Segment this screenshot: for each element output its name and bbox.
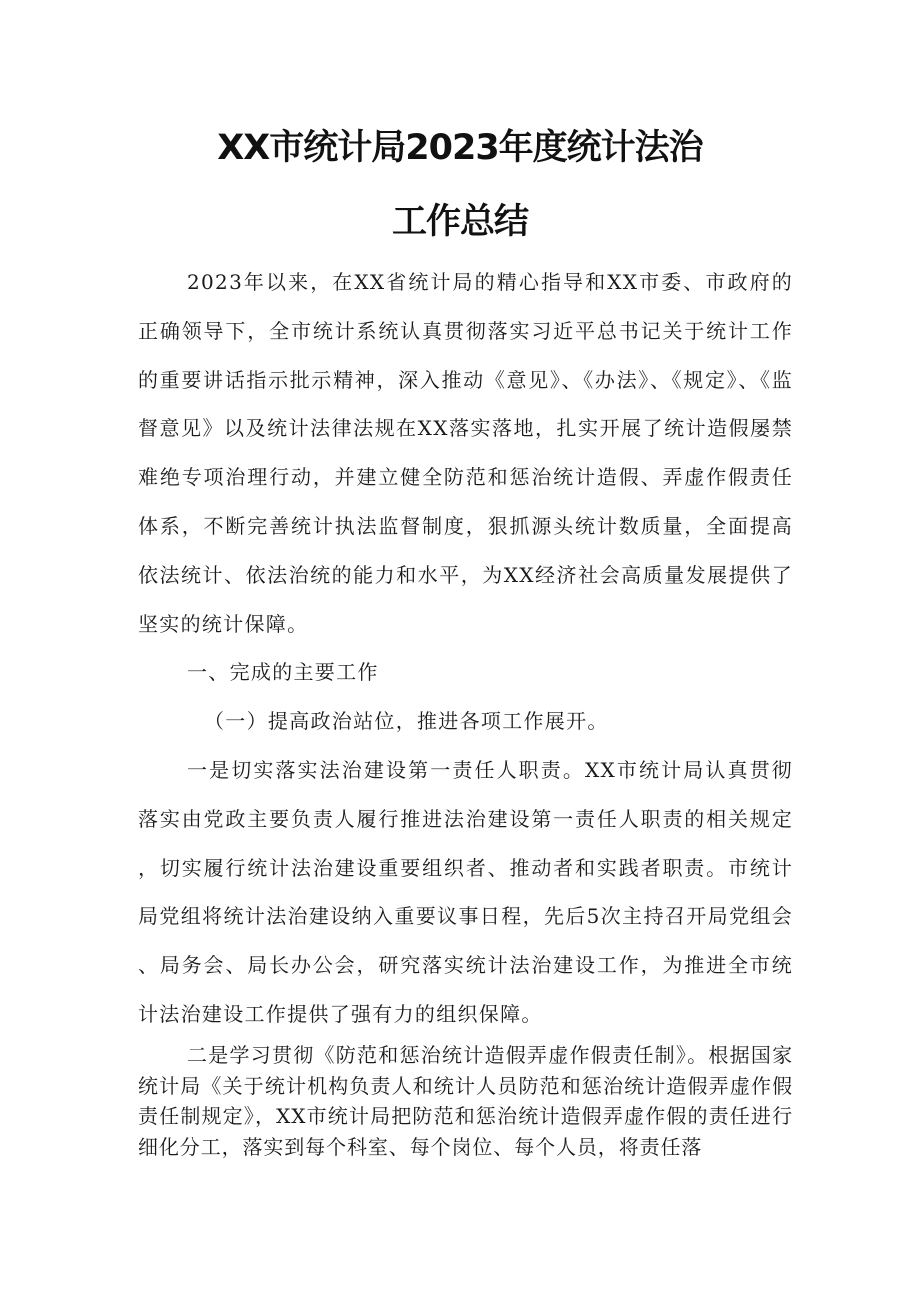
section-heading: 一、完成的主要工作 bbox=[187, 660, 379, 684]
intro-paragraph: 2023年以来，在XX省统计局的精心指导和XX市委、市政府的正确领导下，全市统计系统认真贯彻落实习近平总书记关于统计工作的重要讲话指示批示精神，深入推动《意见》、《办法》、《规定》、《监督意见》以及统计法律法规在XX落实落地，扎实开展了统计造假屡禁难绝专项治理行动，并建立健全防范和惩治统计造假、弄虚作假责任体系，不断完善统计执法监督制度，狠抓源头统计数质量，全面提高依法统计、依法治统的能力和水平，为XX经济社会高质量发展提供了坚实的统计保障。 bbox=[138, 270, 793, 636]
document-title-line-1: XX市统计局2023年度统计法治 bbox=[217, 128, 703, 168]
paragraph-one: 一是切实落实法治建设第一责任人职责。XX市统计局认真贯彻落实由党政主要负责人履行推进法治建设第一责任人职责的相关规定，切实履行统计法治建设重要组织者、推动者和实践者职责。市统计局党组将统计法治建设纳入重要议事日程，先后5次主持召开局党组会、局务会、局长办公会，研究落实统计法治建设工作，为推进全市统计法治建设工作提供了强有力的组织保障。 bbox=[138, 758, 793, 1026]
document-title-line-2: 工作总结 bbox=[391, 202, 528, 242]
paragraph-two: 二是学习贯彻《防范和惩治统计造假弄虚作假责任制》。根据国家统计局《关于统计机构负责人和统计人员防范和惩治统计造假弄虚作假责任制规定》，XX市统计局把防范和惩治统计造假弄虚作假的责任进行细化分工，落实到每个科室、每个岗位、每个人员，将责任落 bbox=[138, 1043, 793, 1159]
subsection-heading: （一）提高政治站位，推进各项工作展开。 bbox=[204, 709, 609, 733]
